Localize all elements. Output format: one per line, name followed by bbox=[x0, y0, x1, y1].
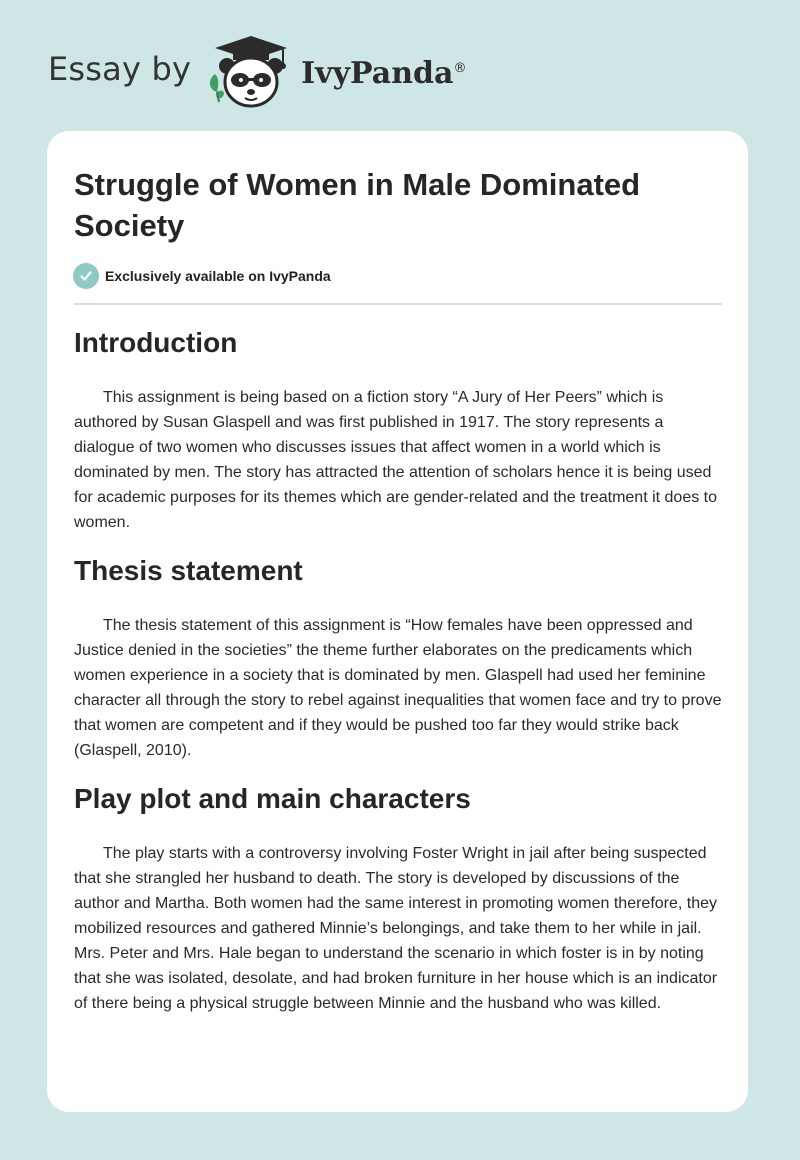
section-heading: Play plot and main characters bbox=[74, 783, 471, 814]
page-title: Struggle of Women in Male Dominated Society bbox=[74, 167, 641, 243]
exclusive-badge bbox=[73, 263, 331, 289]
section-paragraph: The thesis statement of this assignment is “How females have been oppressed and Justice denied in the societies” the theme further elaborates on the predicaments which women experience in a society that is dominated by men. Glaspell had used her feminine character all through the story to rebel against inequalities that women face and try to prove that women are competent and if they would be pushed too far they would strike back (Glaspell, 2010). bbox=[74, 617, 722, 759]
badge-text: Exclusively available on IvyPanda bbox=[105, 268, 331, 284]
brand-header bbox=[48, 34, 466, 110]
section-play-plot bbox=[74, 781, 724, 1016]
panda-graduate-icon bbox=[205, 34, 297, 110]
essay-content bbox=[74, 325, 724, 1016]
essay-card bbox=[47, 131, 748, 1112]
brand-prefix: Essay by bbox=[48, 50, 192, 88]
section-thesis-statement bbox=[74, 553, 724, 763]
brand-name bbox=[301, 56, 466, 91]
registered-mark: ® bbox=[453, 60, 467, 76]
section-introduction bbox=[74, 325, 724, 535]
divider bbox=[74, 303, 722, 305]
leaf-icon bbox=[210, 74, 224, 102]
section-heading: Thesis statement bbox=[74, 555, 303, 586]
check-circle-icon bbox=[73, 263, 99, 289]
section-paragraph: The play starts with a controversy involving Foster Wright in jail after being suspected that she strangled her husband to death. The story is developed by discussions of the author and Martha. Both women had the same interest in promoting women therefore, they mobilized resources and gathered Minnie’s belongings, and take them to her while in jail. Mrs. Peter and Mrs. Hale began to understand the scenario in which foster is in by noting that she was isolated, desolate, and had broken furniture in her house which is an indicator of there being a physical struggle between Minnie and the husband who was killed. bbox=[74, 845, 718, 1012]
section-paragraph: This assignment is being based on a fiction story “A Jury of Her Peers” which is authored by Susan Glaspell and was first published in 1917. The story represents a dialogue of two women who discusses issues that affect women in a world which is dominated by men. The story has attracted the attention of scholars hence it is being used for academic purposes for its themes which are gender-related and the treatment it does to women. bbox=[74, 389, 718, 531]
brand-name-text: IvyPanda bbox=[301, 55, 454, 91]
section-heading: Introduction bbox=[74, 327, 238, 358]
